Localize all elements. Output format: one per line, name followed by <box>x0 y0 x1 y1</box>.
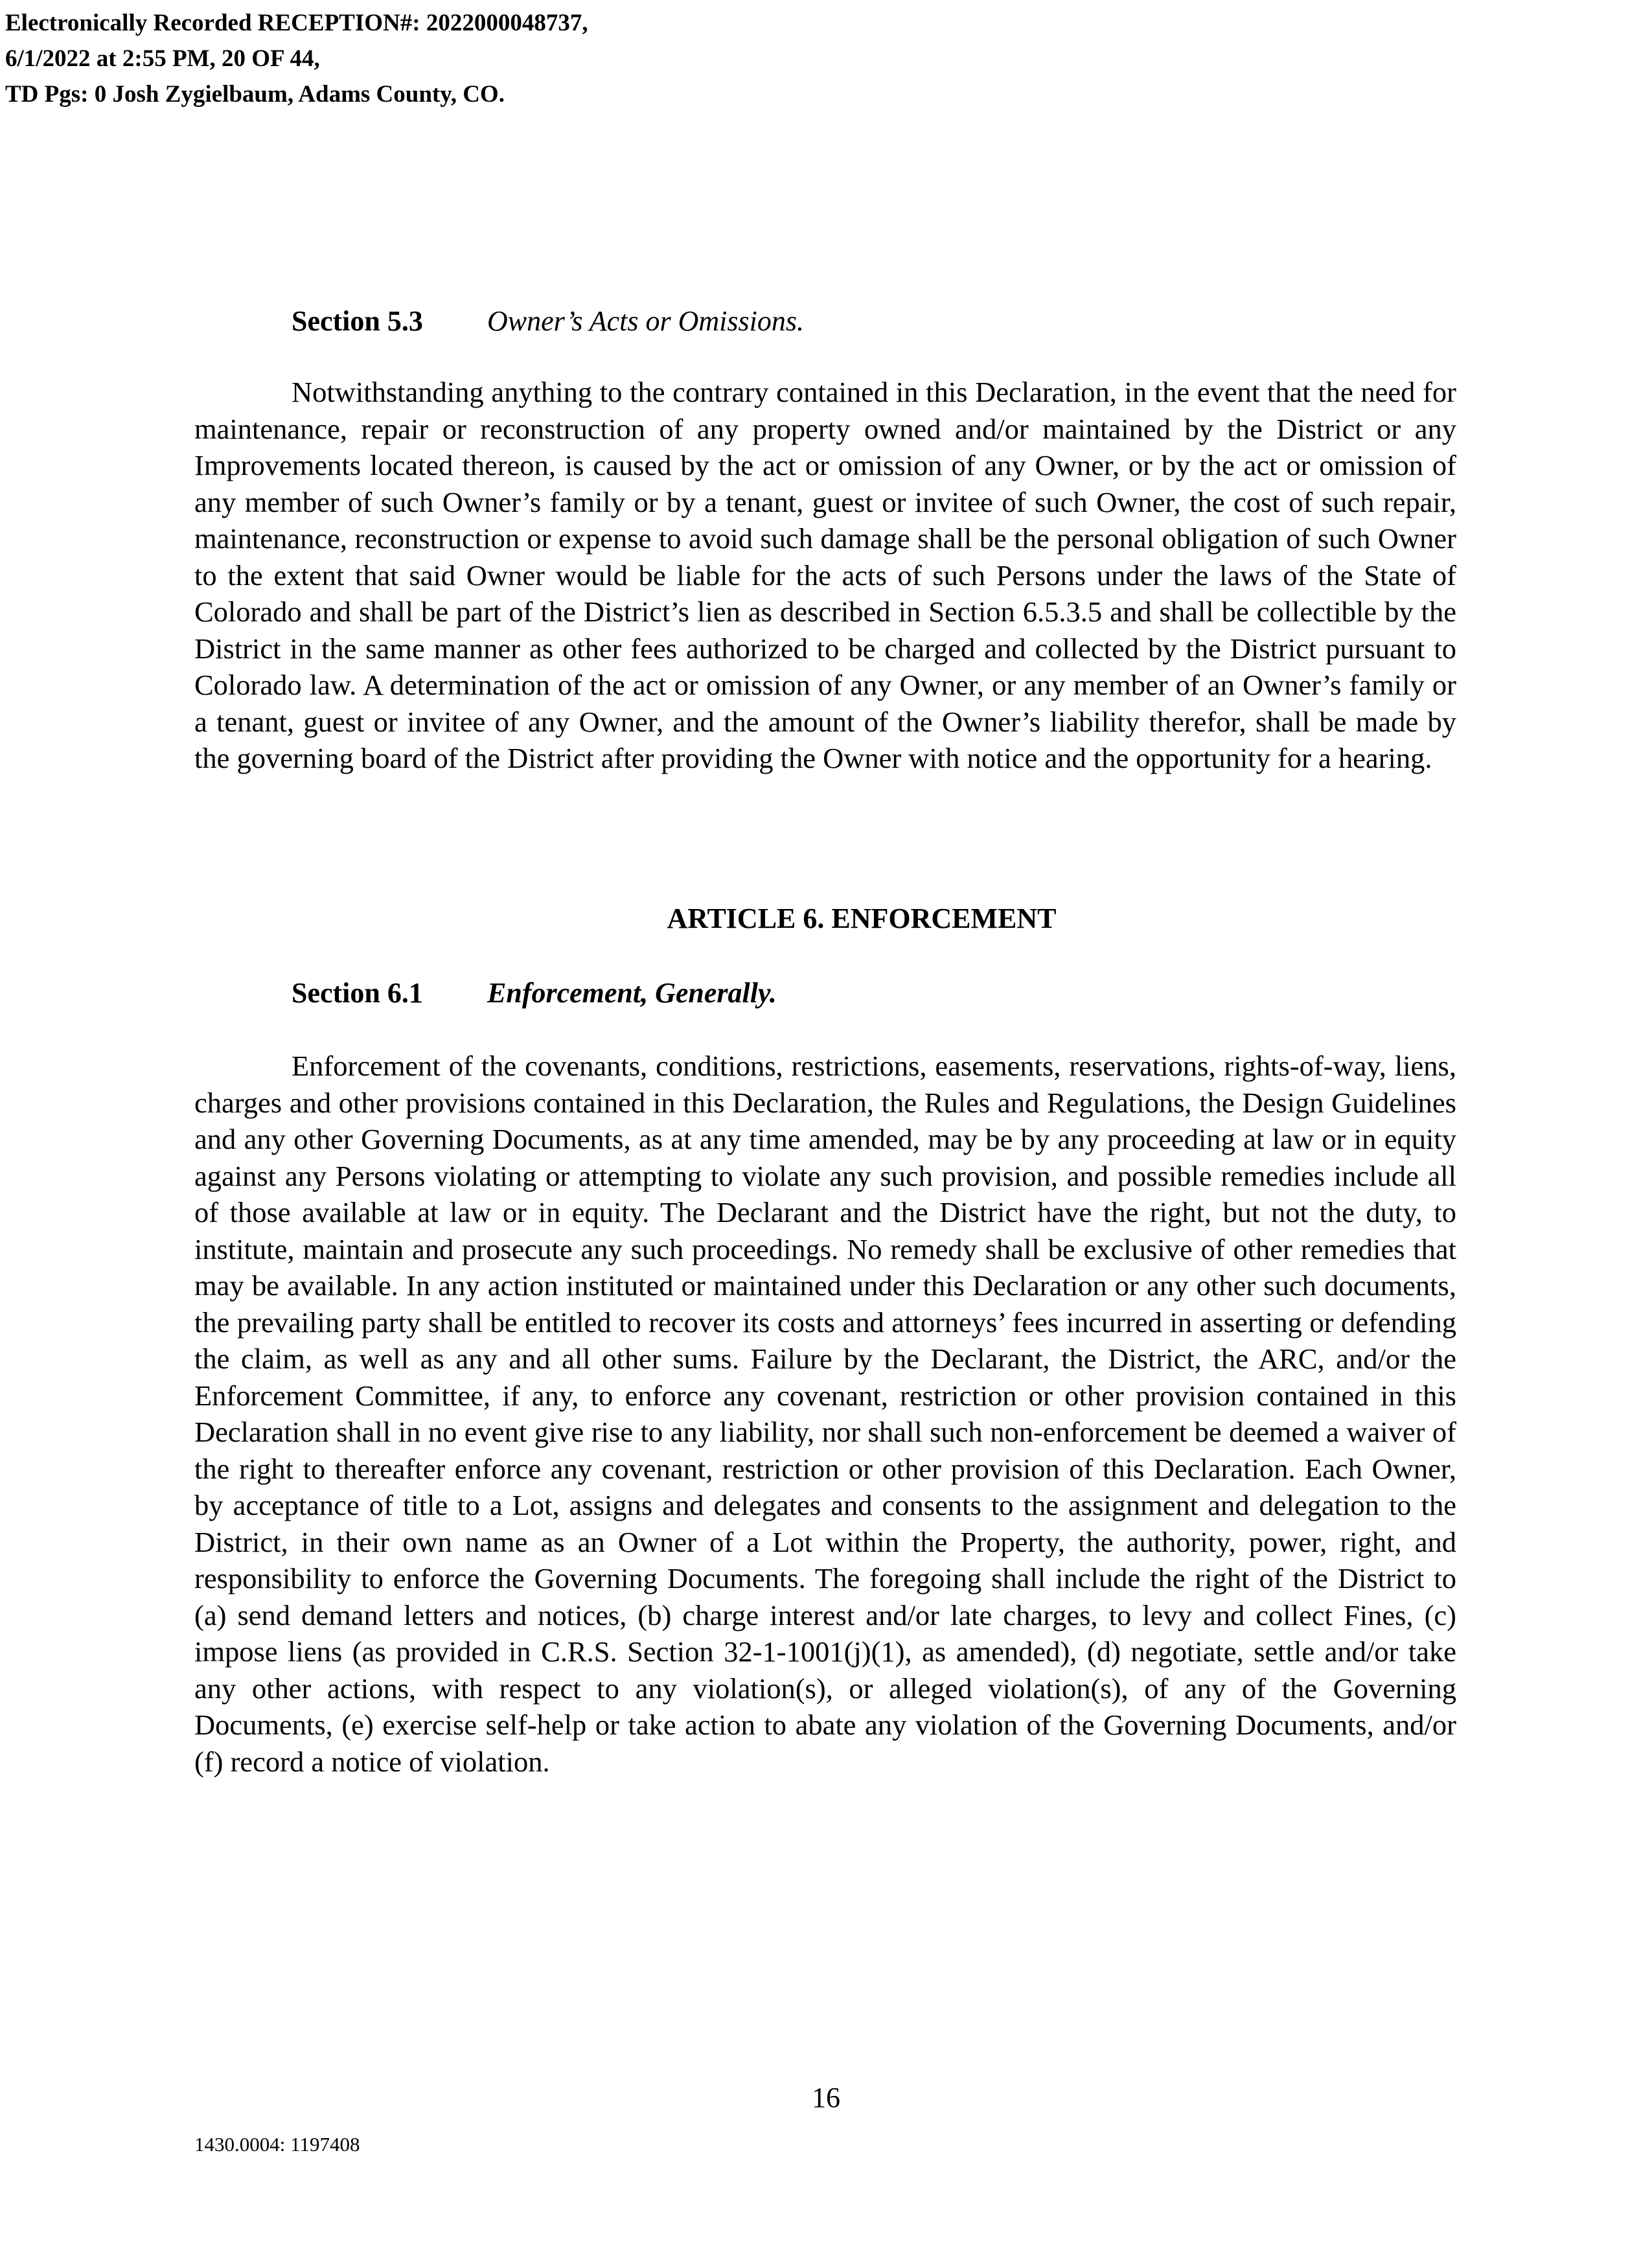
section-number: Section 6.1 <box>292 977 423 1009</box>
article-heading: ARTICLE 6. ENFORCEMENT <box>667 903 1057 934</box>
section-6-1-heading <box>292 975 777 1011</box>
section-5-3-heading <box>292 303 804 340</box>
section-6-1-body: Enforcement of the covenants, conditions, restrictions, easements, reservations, rights-of-way, liens, charges and other provisions contained in this Declaration, the Rules and Regulations, the Design Guidelines and any other Governing Documents, as at any time amended, may be by any proceeding at law or in equity against any Persons violating or attempting to violate any such provision, and possible remedies include all of those available at law or in equity. The Declarant and the District have the right, but not the duty, to institute, maintain and prosecute any such proceedings. No remedy shall be exclusive of other remedies that may be available. In any action instituted or maintained under this Declaration or any other such documents, the prevailing party shall be entitled to recover its costs and attorneys’ fees incurred in asserting or defending the claim, as well as any and all other sums. Failure by the Declarant, the District, the ARC, and/or the Enforcement Committee, if any, to enforce any covenant, restriction or other provision contained in this Declaration shall in no event give rise to any liability, nor shall such non-enforcement be deemed a waiver of the right to thereafter enforce any covenant, restriction or other provision of this Declaration. Each Owner, by acceptance of title to a Lot, assigns and delegates and consents to the assignment and delegation to the District, in their own name as an Owner of a Lot within the Property, the authority, power, right, and responsibility to enforce the Governing Documents. The foregoing shall include the right of the District to (a) send demand letters and notices, (b) charge interest and/or late charges, to levy and collect Fines, (c) impose liens (as provided in C.R.S. Section 32-1-1001(j)(1), as amended), (d) negotiate, settle and/or take any other actions, with respect to any violation(s), or alleged violation(s), of any of the Governing Documents, (e) exercise self-help or take action to abate any violation of the Governing Documents, and/or (f) record a notice of violation. <box>194 1050 1456 1778</box>
section-number: Section 5.3 <box>292 305 423 337</box>
section-title: Enforcement, Generally. <box>487 977 777 1009</box>
stamp-line-1: Electronically Recorded RECEPTION#: 2022000048737, <box>5 10 588 36</box>
document-id: 1430.0004: 1197408 <box>194 2133 360 2156</box>
recording-stamp <box>5 5 588 112</box>
section-5-3-body: Notwithstanding anything to the contrary contained in this Declaration, in the event that the need for maintenance, repair or reconstruction of any property owned and/or maintained by the District or any Improvements located thereon, is caused by the act or omission of any Owner, or by the act or omission of any member of such Owner’s family or by a tenant, guest or invitee of such Owner, the cost of such repair, maintenance, reconstruction or expense to avoid such damage shall be the personal obligation of such Owner to the extent that said Owner would be liable for the acts of such Persons under the laws of the State of Colorado and shall be part of the District’s lien as described in Section 6.5.3.5 and shall be collectible by the District in the same manner as other fees authorized to be charged and collected by the District pursuant to Colorado law. A determination of the act or omission of any Owner, or any member of an Owner’s family or a tenant, guest or invitee of any Owner, and the amount of the Owner’s liability therefor, shall be made by the governing board of the District after providing the Owner with notice and the opportunity for a hearing. <box>194 376 1456 774</box>
stamp-line-3: TD Pgs: 0 Josh Zygielbaum, Adams County, CO. <box>5 81 505 108</box>
page-number: 16 <box>812 2082 840 2113</box>
stamp-line-2: 6/1/2022 at 2:55 PM, 20 OF 44, <box>5 45 320 72</box>
section-title: Owner’s Acts or Omissions. <box>487 305 804 337</box>
